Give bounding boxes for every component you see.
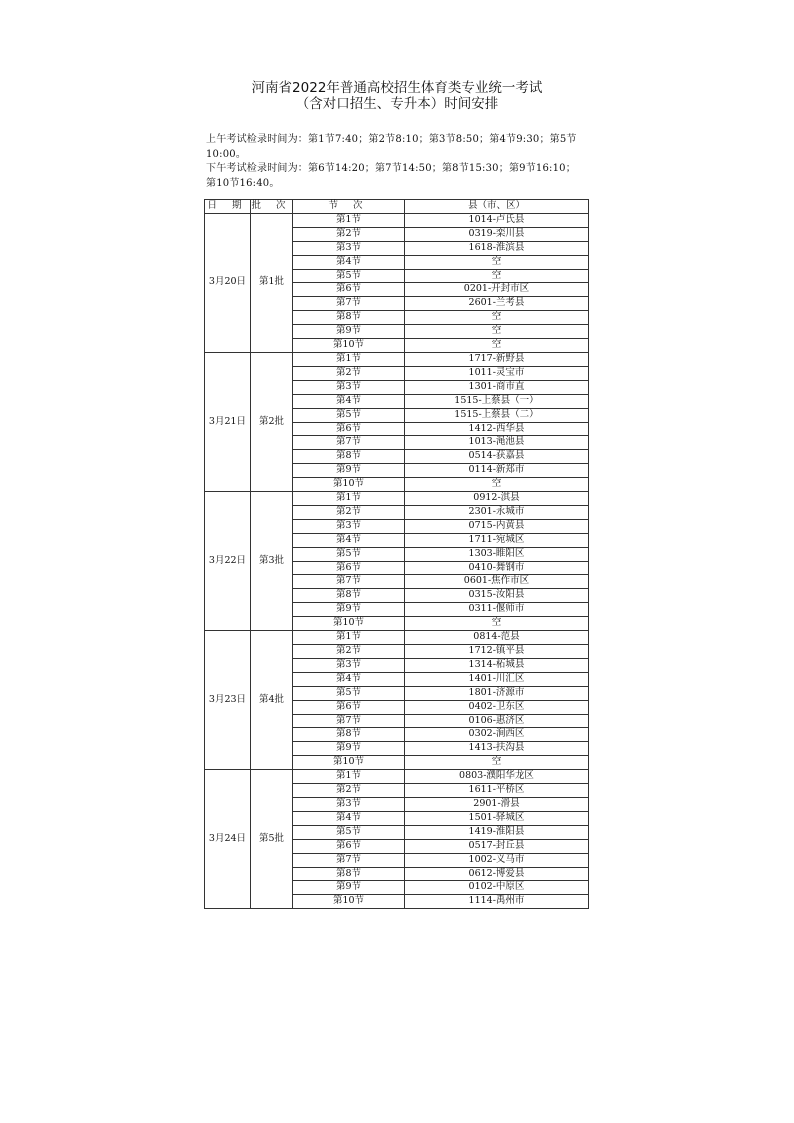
session-cell: 第2节 xyxy=(293,505,405,519)
county-cell: 0201-开封市区 xyxy=(405,283,589,297)
session-cell: 第8节 xyxy=(293,589,405,603)
county-cell: 2601-兰考县 xyxy=(405,297,589,311)
session-cell: 第5节 xyxy=(293,408,405,422)
session-cell: 第10节 xyxy=(293,478,405,492)
county-cell: 1801-济源市 xyxy=(405,686,589,700)
county-cell: 1501-驿城区 xyxy=(405,811,589,825)
date-cell: 3月24日 xyxy=(205,770,251,909)
table-row xyxy=(205,631,589,645)
county-cell: 0601-焦作市区 xyxy=(405,575,589,589)
session-cell: 第6节 xyxy=(293,839,405,853)
session-cell: 第6节 xyxy=(293,283,405,297)
session-cell: 第8节 xyxy=(293,728,405,742)
county-cell: 1515-上蔡县（二） xyxy=(405,408,589,422)
session-cell: 第9节 xyxy=(293,603,405,617)
session-cell: 第4节 xyxy=(293,533,405,547)
county-cell: 0114-新郑市 xyxy=(405,464,589,478)
county-cell: 空 xyxy=(405,478,589,492)
county-cell: 0517-封丘县 xyxy=(405,839,589,853)
session-cell: 第10节 xyxy=(293,895,405,909)
session-cell: 第9节 xyxy=(293,464,405,478)
county-cell: 2301-永城市 xyxy=(405,505,589,519)
session-cell: 第7节 xyxy=(293,575,405,589)
session-cell: 第5节 xyxy=(293,547,405,561)
county-cell: 1014-卢氏县 xyxy=(405,213,589,227)
header-batch-label: 批 次 xyxy=(251,200,292,211)
session-cell: 第6节 xyxy=(293,561,405,575)
header-date-label: 日 期 xyxy=(207,200,248,211)
county-cell: 1717-新野县 xyxy=(405,352,589,366)
county-cell: 空 xyxy=(405,617,589,631)
county-cell: 1114-禹州市 xyxy=(405,895,589,909)
session-cell: 第9节 xyxy=(293,881,405,895)
session-cell: 第5节 xyxy=(293,825,405,839)
morning-checkin-note: 上午考试检录时间为：第1节7:40；第2节8:10；第3节8:50；第4节9:30；第5节10:00。 xyxy=(206,134,577,160)
county-cell: 1412-西华县 xyxy=(405,422,589,436)
county-cell: 1618-淮滨县 xyxy=(405,241,589,255)
county-cell: 空 xyxy=(405,269,589,283)
county-cell: 1013-渑池县 xyxy=(405,436,589,450)
session-cell: 第10节 xyxy=(293,756,405,770)
county-cell: 1711-宛城区 xyxy=(405,533,589,547)
document-subtitle: （含对口招生、专升本）时间安排 xyxy=(295,96,499,112)
county-cell: 0715-内黄县 xyxy=(405,519,589,533)
county-cell: 1419-淮阳县 xyxy=(405,825,589,839)
session-cell: 第8节 xyxy=(293,450,405,464)
county-cell: 0315-汝阳县 xyxy=(405,589,589,603)
county-cell: 0302-涧西区 xyxy=(405,728,589,742)
batch-cell: 第4批 xyxy=(251,631,293,770)
county-cell: 1314-柘城县 xyxy=(405,658,589,672)
county-cell: 空 xyxy=(405,756,589,770)
county-cell: 0319-栾川县 xyxy=(405,227,589,241)
session-cell: 第8节 xyxy=(293,311,405,325)
schedule-table xyxy=(204,199,589,909)
county-cell: 0912-淇县 xyxy=(405,492,589,506)
session-cell: 第4节 xyxy=(293,811,405,825)
county-cell: 0814-范县 xyxy=(405,631,589,645)
session-cell: 第2节 xyxy=(293,227,405,241)
date-cell: 3月20日 xyxy=(205,213,251,352)
session-cell: 第7节 xyxy=(293,853,405,867)
county-cell: 0106-惠济区 xyxy=(405,714,589,728)
county-cell: 空 xyxy=(405,339,589,353)
date-cell: 3月23日 xyxy=(205,631,251,770)
session-cell: 第9节 xyxy=(293,742,405,756)
county-cell: 1011-灵宝市 xyxy=(405,366,589,380)
document-title: 河南省2022年普通高校招生体育类专业统一考试 xyxy=(251,80,543,96)
session-cell: 第4节 xyxy=(293,255,405,269)
county-cell: 空 xyxy=(405,255,589,269)
table-row xyxy=(205,213,589,227)
county-cell: 空 xyxy=(405,325,589,339)
county-cell: 1712-镇平县 xyxy=(405,645,589,659)
session-cell: 第6节 xyxy=(293,422,405,436)
session-cell: 第6节 xyxy=(293,700,405,714)
header-date xyxy=(205,200,251,214)
afternoon-checkin-note: 下午考试检录时间为：第6节14:20；第7节14:50；第8节15:30；第9节16:10；第10节16:40。 xyxy=(206,163,576,189)
table-row xyxy=(205,492,589,506)
county-cell: 2901-滑县 xyxy=(405,797,589,811)
session-cell: 第2节 xyxy=(293,784,405,798)
session-cell: 第3节 xyxy=(293,380,405,394)
date-cell: 3月22日 xyxy=(205,492,251,631)
batch-cell: 第5批 xyxy=(251,770,293,909)
county-cell: 0803-濮阳华龙区 xyxy=(405,770,589,784)
county-cell: 0311-偃师市 xyxy=(405,603,589,617)
date-cell: 3月21日 xyxy=(205,352,251,491)
session-cell: 第5节 xyxy=(293,686,405,700)
session-cell: 第9节 xyxy=(293,325,405,339)
batch-cell: 第3批 xyxy=(251,492,293,631)
county-cell: 1611-平桥区 xyxy=(405,784,589,798)
session-cell: 第1节 xyxy=(293,492,405,506)
county-cell: 1413-扶沟县 xyxy=(405,742,589,756)
session-cell: 第10节 xyxy=(293,339,405,353)
batch-cell: 第2批 xyxy=(251,352,293,491)
county-cell: 1303-睢阳区 xyxy=(405,547,589,561)
county-cell: 1515-上蔡县（一） xyxy=(405,394,589,408)
county-cell: 0402-卫东区 xyxy=(405,700,589,714)
county-cell: 0612-博爱县 xyxy=(405,867,589,881)
session-cell: 第1节 xyxy=(293,213,405,227)
batch-cell: 第1批 xyxy=(251,213,293,352)
county-cell: 0410-舞钢市 xyxy=(405,561,589,575)
session-cell: 第4节 xyxy=(293,394,405,408)
county-cell: 1301-商市直 xyxy=(405,380,589,394)
header-county: 县（市、区） xyxy=(405,200,589,214)
session-cell: 第5节 xyxy=(293,269,405,283)
county-cell: 0514-获嘉县 xyxy=(405,450,589,464)
session-cell: 第4节 xyxy=(293,672,405,686)
session-cell: 第1节 xyxy=(293,631,405,645)
county-cell: 空 xyxy=(405,311,589,325)
session-cell: 第2节 xyxy=(293,366,405,380)
session-cell: 第1节 xyxy=(293,352,405,366)
schedule-body xyxy=(205,213,589,908)
table-row xyxy=(205,770,589,784)
session-cell: 第3节 xyxy=(293,797,405,811)
session-cell: 第10节 xyxy=(293,617,405,631)
table-row xyxy=(205,352,589,366)
county-cell: 1002-义马市 xyxy=(405,853,589,867)
session-cell: 第3节 xyxy=(293,519,405,533)
header-session-label: 节 次 xyxy=(328,200,369,211)
session-cell: 第3节 xyxy=(293,658,405,672)
header-session xyxy=(293,200,405,214)
session-cell: 第7节 xyxy=(293,297,405,311)
header-batch xyxy=(251,200,293,214)
county-cell: 0102-中原区 xyxy=(405,881,589,895)
county-cell: 1401-川汇区 xyxy=(405,672,589,686)
session-cell: 第1节 xyxy=(293,770,405,784)
table-header-row xyxy=(205,200,589,214)
session-cell: 第8节 xyxy=(293,867,405,881)
session-cell: 第7节 xyxy=(293,714,405,728)
session-cell: 第7节 xyxy=(293,436,405,450)
session-cell: 第3节 xyxy=(293,241,405,255)
session-cell: 第2节 xyxy=(293,645,405,659)
